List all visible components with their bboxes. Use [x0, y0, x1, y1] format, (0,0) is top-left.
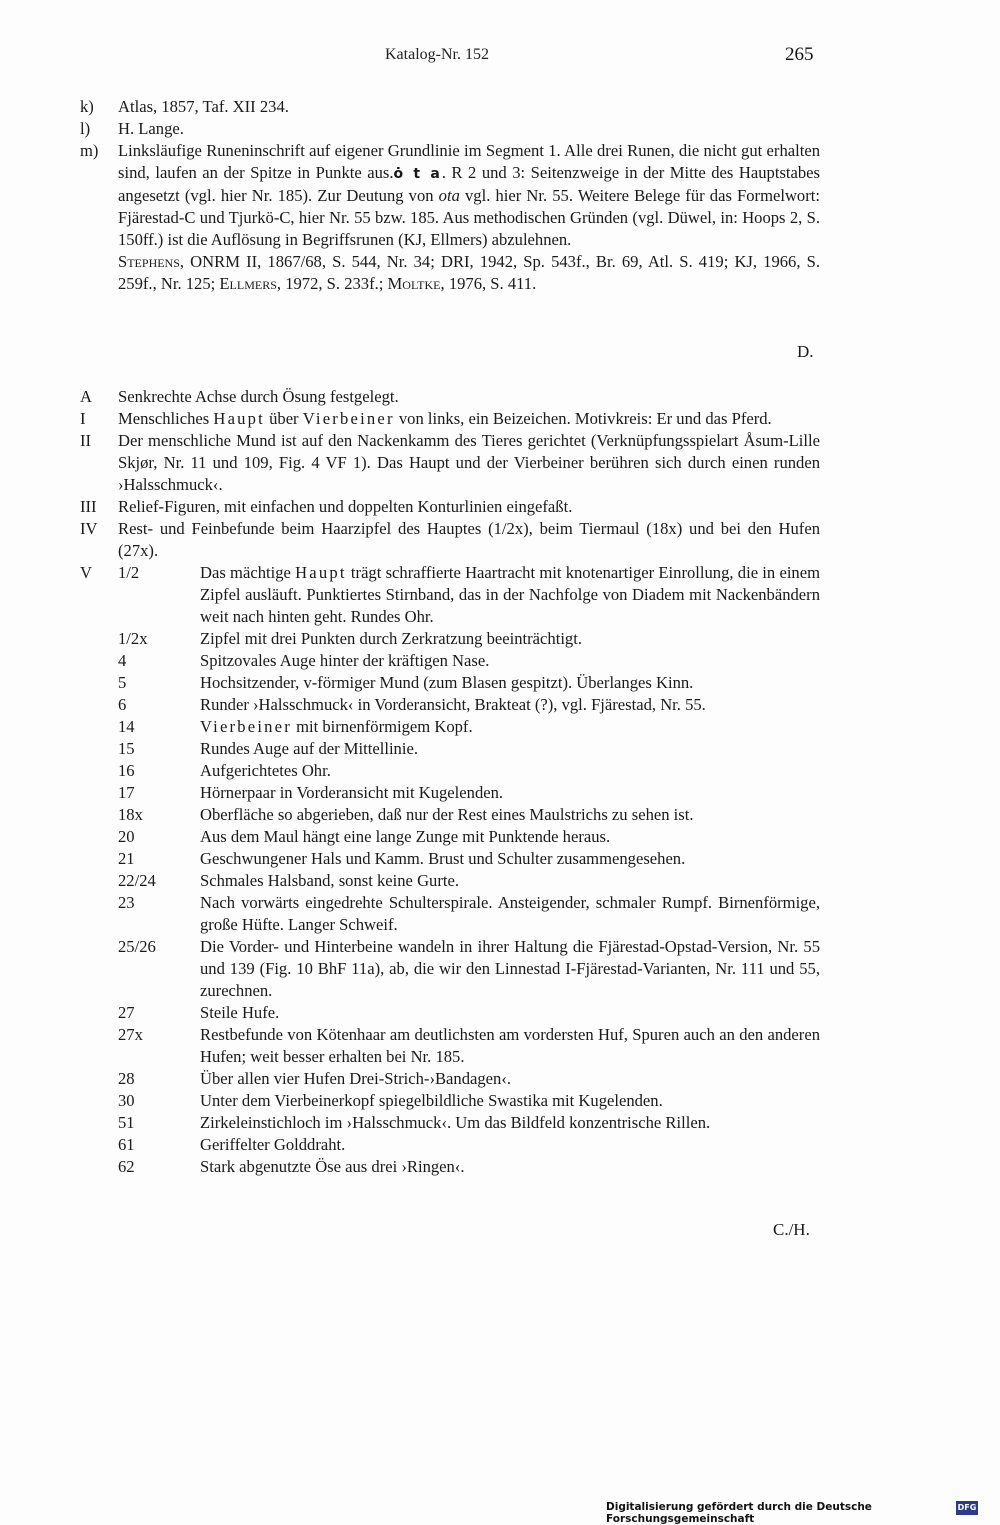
detail-number: 16 [118, 761, 135, 780]
detail-text-part: Oberfläche so abgerieben, daß nur der Rest eines Maulstrichs zu sehen ist. [200, 805, 694, 824]
detail-row [80, 936, 820, 1002]
spaced-term: Haupt [295, 563, 347, 582]
page-number: 265 [785, 44, 814, 65]
detail-row [80, 1090, 820, 1112]
detail-text [200, 782, 820, 804]
detail-row [80, 650, 820, 672]
detail-row [80, 672, 820, 694]
detail-number: 15 [118, 739, 135, 758]
detail-text [200, 1024, 820, 1068]
detail-row [80, 694, 820, 716]
detail-text-part: Nach vorwärts eingedrehte Schulterspirale. Ansteigender, schmaler Rumpf. Birnenförmige, große Hüfte. Langer Schweif. [200, 893, 820, 934]
section-a [80, 386, 820, 408]
section-text: Relief-Figuren, mit einfachen und doppelten Konturlinien eingefaßt. [118, 497, 573, 516]
spaced-term: Haupt [213, 409, 265, 428]
digitization-footer [606, 1501, 991, 1525]
section-text-part: über [264, 409, 303, 428]
dfg-logo: DFG [956, 1501, 978, 1515]
author-name: Stephens [118, 252, 180, 271]
note-label: k) [80, 97, 94, 116]
detail-row [80, 826, 820, 848]
author-signature: D. [797, 342, 814, 361]
detail-text [200, 760, 820, 782]
detail-number: 22/24 [118, 871, 156, 890]
note-text: H. Lange. [118, 119, 184, 138]
detail-number: 27 [118, 1003, 135, 1022]
detail-text [200, 804, 820, 826]
detail-row [80, 562, 820, 628]
note-m [80, 140, 820, 251]
section-label: A [80, 387, 92, 406]
reference-text: , 1972, S. 233f.; [276, 274, 388, 293]
detail-text-part: Restbefunde von Kötenhaar am deutlichsten am vordersten Huf, Spuren auch an den anderen Hufen; weit besser erhalten bei Nr. 185. [200, 1025, 820, 1066]
detail-number: 25/26 [118, 937, 156, 956]
detail-number: 17 [118, 783, 135, 802]
reference-text: , 1976, S. 411. [440, 274, 537, 293]
section-label: I [80, 409, 86, 428]
detail-row [80, 848, 820, 870]
section-label: III [80, 497, 97, 516]
note-l [80, 118, 820, 140]
section-ii [80, 430, 820, 496]
notes-block [80, 96, 820, 295]
note-text-part: Linksläufige Runeninschrift auf eigener Grundlinie im Segment 1. Alle drei Runen, die nicht gut erhalten sind, laufen an der Spitze in Punkte aus. [118, 141, 820, 182]
detail-text [200, 936, 820, 1002]
detail-text-part: Über allen vier Hufen Drei-Strich-›Bandagen‹. [200, 1069, 512, 1088]
detail-text-part: Stark abgenutzte Öse aus drei ›Ringen‹. [200, 1157, 465, 1176]
detail-text-part: Aus dem Maul hängt eine lange Zunge mit Punktende heraus. [200, 827, 611, 846]
note-text [118, 140, 820, 251]
detail-number: 61 [118, 1135, 135, 1154]
detail-row [80, 628, 820, 650]
section-i [80, 408, 820, 430]
detail-text-part: Die Vorder- und Hinterbeine wandeln in ihrer Haltung die Fjärestad-Opstad-Version, Nr. 55 und 139 (Fig. 10 BhF 11a), ab, die wir den Linnestad I-Fjärestad-Varianten, Nr. 111 und 55, zurechnen. [200, 937, 820, 1000]
rune-transliteration: ȯ t a [393, 166, 442, 182]
author-signature: C./H. [773, 1220, 810, 1239]
detail-number: 20 [118, 827, 135, 846]
detail-number: 14 [118, 717, 135, 736]
section-label: V [80, 563, 92, 582]
detail-text-part: Aufgerichtetes Ohr. [200, 761, 331, 780]
detail-number: 23 [118, 893, 135, 912]
detail-text [200, 694, 820, 716]
detail-number: 27x [118, 1025, 143, 1044]
detail-number: 30 [118, 1091, 135, 1110]
note-label: l) [80, 119, 91, 138]
section-iii [80, 496, 820, 518]
section-text [118, 408, 820, 430]
detail-text [200, 1090, 820, 1112]
detail-number: 51 [118, 1113, 135, 1132]
detail-text [200, 738, 820, 760]
sections-block [80, 386, 820, 1178]
detail-text [200, 1156, 820, 1178]
detail-text-part: Rundes Auge auf der Mittellinie. [200, 739, 418, 758]
section-text: Rest- und Feinbefunde beim Haarzipfel des Hauptes (1/2x), beim Tiermaul (18x) und bei den Hufen (27x). [118, 519, 820, 560]
note-k [80, 96, 820, 118]
detail-row [80, 782, 820, 804]
detail-number: 6 [118, 695, 127, 714]
section-text: Senkrechte Achse durch Ösung festgelegt. [118, 387, 399, 406]
detail-text [200, 1112, 820, 1134]
detail-text-part: Spitzovales Auge hinter der kräftigen Nase. [200, 651, 490, 670]
detail-row [80, 760, 820, 782]
detail-text-part: Hochsitzender, v-förmiger Mund (zum Blasen gespitzt). Überlanges Kinn. [200, 673, 694, 692]
spaced-term: Vierbeiner [302, 409, 395, 428]
section-text: Der menschliche Mund ist auf den Nackenkamm des Tieres gerichtet (Verknüpfungsspielart Åsum-Lille Skjør, Nr. 11 und 109, Fig. 4 VF 1). Das Haupt und der Vierbeiner berühren sich durch einen runden ›Halsschmuck‹. [118, 431, 820, 494]
detail-row [80, 804, 820, 826]
detail-text-part: Geschwungener Hals und Kamm. Brust und Schulter zusammengesehen. [200, 849, 686, 868]
note-text: Atlas, 1857, Taf. XII 234. [118, 97, 289, 116]
note-text-part: vgl. hier Nr. 55. Weitere Belege für das Formelwort: Fjärestad-C und Tjurkö-C, hier Nr. 55 bzw. 185. Aus methodischen Gründen (vgl. Düwel, in: Hoops 2, S. 150ff.) ist die Auflösung in Begriffsrunen (KJ, Ellmers) abzulehnen. [118, 186, 820, 249]
detail-row [80, 1024, 820, 1068]
spaced-term: Vierbeiner [200, 717, 292, 736]
detail-text [200, 562, 820, 628]
detail-row [80, 870, 820, 892]
detail-text-part: Das mächtige [200, 563, 296, 582]
footer-text: Digitalisierung gefördert durch die Deutsche Forschungsgemeinschaft [606, 1501, 872, 1525]
detail-row [80, 892, 820, 936]
detail-number: 62 [118, 1157, 135, 1176]
detail-text [200, 1002, 820, 1024]
detail-row [80, 1002, 820, 1024]
author-name: Ellmers [219, 274, 277, 293]
detail-number: 21 [118, 849, 135, 868]
detail-text-part: Runder ›Halsschmuck‹ in Vorderansicht, Brakteat (?), vgl. Fjärestad, Nr. 55. [200, 695, 706, 714]
section-iv [80, 518, 820, 562]
note-text-part: . R 2 und 3: Seitenzweige in der Mitte des Hauptstabes angesetzt (vgl. hier Nr. 185). Zur Deutung von [118, 163, 821, 205]
detail-number: 4 [118, 651, 127, 670]
author-name: Moltke [387, 274, 441, 293]
detail-row [80, 738, 820, 760]
detail-number: 28 [118, 1069, 135, 1088]
detail-row [80, 1134, 820, 1156]
detail-text-part: Zipfel mit drei Punkten durch Zerkratzung beeinträchtigt. [200, 629, 582, 648]
detail-text-part: Zirkeleinstichloch im ›Halsschmuck‹. Um das Bildfeld konzentrische Rillen. [200, 1113, 711, 1132]
detail-number: 18x [118, 805, 143, 824]
section-text-part: von links, ein Beizeichen. Motivkreis: Er und das Pferd. [394, 409, 772, 428]
detail-text-part: Steile Hufe. [200, 1003, 280, 1022]
detail-text [200, 848, 820, 870]
detail-row [80, 1156, 820, 1178]
detail-text [200, 1068, 820, 1090]
detail-text-part: mit birnenförmigem Kopf. [291, 717, 473, 736]
section-label: II [80, 431, 92, 450]
detail-text [200, 870, 820, 892]
detail-text [200, 826, 820, 848]
detail-text-part: Unter dem Vierbeinerkopf spiegelbildliche Swastika mit Kugelenden. [200, 1091, 663, 1110]
detail-number: 1/2x [118, 629, 148, 648]
formula-word: ota [438, 186, 460, 205]
detail-text [200, 650, 820, 672]
detail-text-part: Geriffelter Golddraht. [200, 1135, 346, 1154]
detail-row [80, 1112, 820, 1134]
section-text-part: Menschliches [118, 409, 214, 428]
running-head [0, 44, 1000, 72]
detail-number: 5 [118, 673, 127, 692]
note-label: m) [80, 141, 99, 160]
detail-text-part: Hörnerpaar in Vorderansicht mit Kugelenden. [200, 783, 504, 802]
detail-text [200, 672, 820, 694]
detail-row [80, 716, 820, 738]
references [80, 251, 820, 295]
detail-text [200, 1134, 820, 1156]
running-title: Katalog-Nr. 152 [385, 46, 489, 63]
detail-text [200, 716, 820, 738]
detail-row [80, 1068, 820, 1090]
section-v-details [80, 562, 820, 1178]
detail-number: 1/2 [118, 563, 140, 582]
section-label: IV [80, 519, 98, 538]
reference-text: , ONRM II, 1867/68, S. 544, Nr. 34; DRI, 1942, Sp. 543f., Br. 69, Atl. S. 419; KJ, 1966, S. 259f., Nr. 125; [118, 252, 820, 293]
detail-text-part: trägt schraffierte Haartracht mit knotenartiger Einrollung, die in einem Zipfel ausläuft. Punktiertes Stirnband, das in der Nachfolge von Diadem mit Nackenbändern weit nach hinten geht. Rundes Ohr. [200, 563, 821, 626]
detail-text [200, 892, 820, 936]
detail-text-part: Schmales Halsband, sonst keine Gurte. [200, 871, 459, 890]
detail-text [200, 628, 820, 650]
